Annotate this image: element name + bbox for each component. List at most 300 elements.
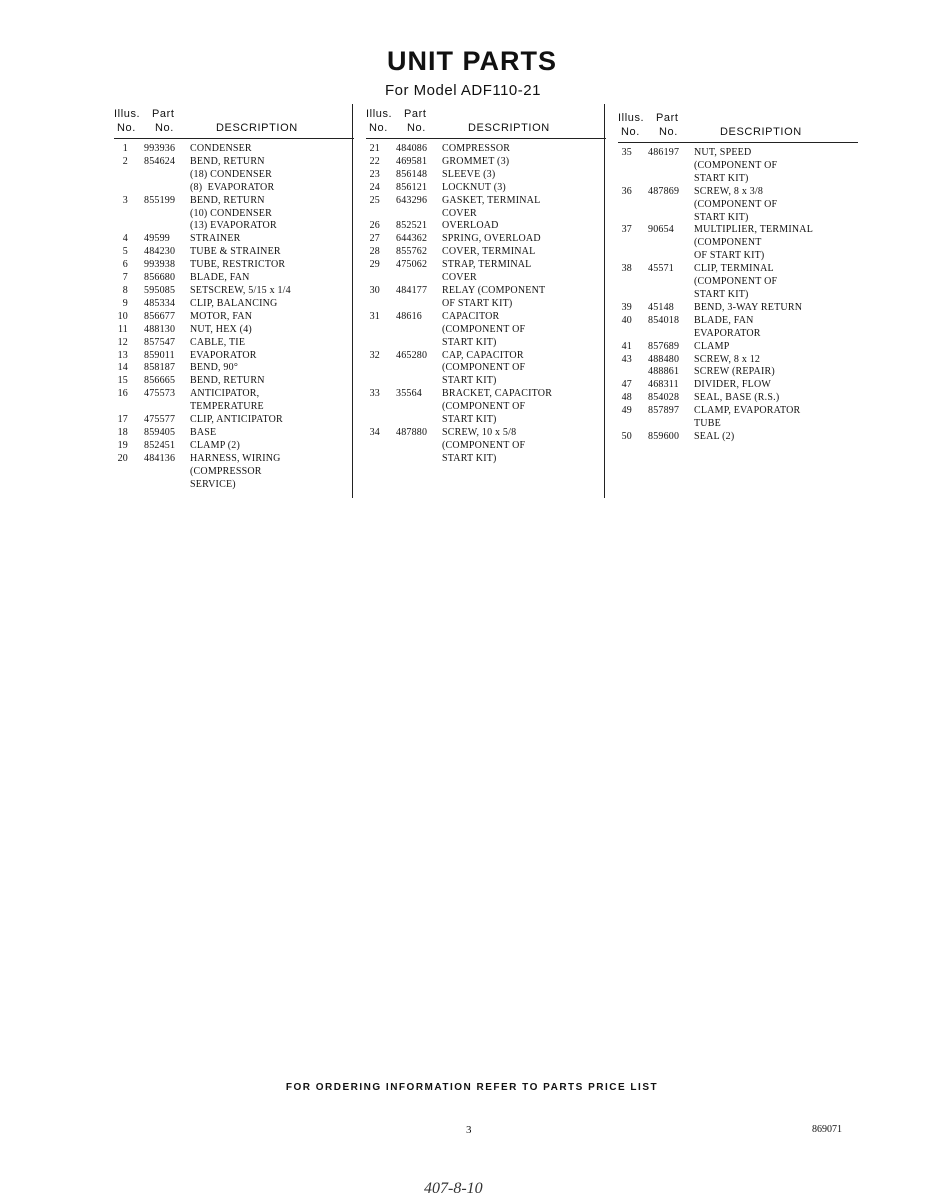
parts-list [618,143,858,444]
header-part: Part [152,108,175,120]
header-illus-no: No. [621,126,640,138]
part-number: 475573 [144,388,176,400]
part-number [632,289,694,302]
table-row [618,354,858,367]
part-number [380,337,442,350]
parts-list [114,139,354,491]
part-description: START KIT) [694,172,749,184]
illus-number: 33 [369,388,380,400]
part-description: CLIP, TERMINAL [694,263,774,275]
illus-number [618,276,632,289]
part-number: 852451 [144,439,176,451]
illus-number: 2 [122,155,128,167]
table-row [114,337,354,350]
part-description: TUBE, RESTRICTOR [190,259,286,271]
table-row [366,375,606,388]
part-number: 856680 [144,272,176,284]
part-number: 475062 [396,259,428,271]
illus-number: 50 [621,430,632,442]
table-row [618,147,858,160]
part-description: START KIT) [694,288,749,300]
parts-column-1 [114,106,354,491]
part-description: DIVIDER, FLOW [694,379,772,391]
illus-number: 31 [369,310,380,322]
illus-number [114,220,128,233]
part-description: CLAMP, EVAPORATOR [694,405,801,417]
part-description: CONDENSER [190,143,252,154]
part-number: 485334 [144,297,176,309]
part-description: COVER [442,207,477,219]
table-row [114,285,354,298]
header-description: DESCRIPTION [468,122,550,134]
illus-number: 18 [117,426,128,438]
part-description: CAP, CAPACITOR [442,349,524,361]
part-description: (COMPONENT OF [442,323,526,335]
illus-number: 38 [621,263,632,275]
part-number: 465280 [396,349,428,361]
illus-number: 49 [621,405,632,417]
page-number: 3 [466,1124,472,1136]
table-row [114,246,354,259]
part-description: START KIT) [442,414,497,426]
illus-number [366,362,380,375]
table-row [114,195,354,208]
part-description: SEAL, BASE (R.S.) [694,392,780,404]
table-row [366,324,606,337]
illus-number [618,289,632,302]
part-description: (COMPONENT OF [694,159,778,171]
table-row [114,233,354,246]
illus-number: 22 [369,155,380,167]
table-row [618,289,858,302]
part-description: MULTIPLIER, TERMINAL [694,224,813,236]
part-description: ANTICIPATOR, [190,388,260,400]
illus-number [618,212,632,225]
parts-column-3 [618,110,858,444]
illus-number [618,199,632,212]
illus-number [618,366,632,379]
part-description: BRACKET, CAPACITOR [442,388,553,400]
header-part-no: No. [155,122,174,134]
model-subtitle: For Model ADF110-21 [385,82,541,99]
table-row [114,311,354,324]
part-number [632,212,694,225]
part-number [632,276,694,289]
part-number: 45571 [648,263,674,275]
part-description: START KIT) [442,452,497,464]
illus-number: 35 [621,147,632,158]
part-number: 595085 [144,284,176,296]
illus-number: 26 [369,220,380,232]
ordering-footer: FOR ORDERING INFORMATION REFER TO PARTS PRICE LIST [285,1082,659,1093]
table-row [114,259,354,272]
illus-number: 21 [369,143,380,154]
part-description: CABLE, TIE [190,336,246,348]
part-number: 855199 [144,194,176,206]
table-row [618,263,858,276]
illus-number: 27 [369,233,380,245]
part-number [380,362,442,375]
table-row [366,298,606,311]
header-part: Part [404,108,427,120]
column-header [618,110,858,143]
part-number [632,237,694,250]
illus-number: 23 [369,168,380,180]
part-number [380,324,442,337]
illus-number [618,328,632,341]
table-row [618,173,858,186]
illus-number [114,169,128,182]
part-description: (10) CONDENSER [190,207,272,219]
part-number: 475577 [144,414,176,426]
part-number: 644362 [396,233,428,245]
part-number: 488480 [648,353,680,365]
illus-number [618,237,632,250]
table-row [618,315,858,328]
part-description: (COMPONENT OF [442,401,526,413]
part-description: CAPACITOR [442,310,500,322]
illus-number: 5 [122,246,128,258]
header-description: DESCRIPTION [720,126,802,138]
table-row [618,224,858,237]
part-description: OVERLOAD [442,220,499,232]
part-number: 857897 [648,405,680,417]
part-description: SEAL (2) [694,430,735,442]
part-description: START KIT) [442,375,497,387]
part-number [128,220,190,233]
illus-number [366,298,380,311]
part-number [380,401,442,414]
header-illus: Illus. [114,108,141,120]
table-row [366,246,606,259]
table-row [114,156,354,169]
part-description: RELAY (COMPONENT [442,284,546,296]
header-part-no: No. [407,122,426,134]
table-row [114,427,354,440]
part-description: START KIT) [442,336,497,348]
illus-number [366,337,380,350]
part-number [632,250,694,263]
part-number: 856677 [144,310,176,322]
illus-number [366,414,380,427]
table-row [618,250,858,263]
table-row [366,401,606,414]
table-row [114,401,354,414]
illus-number [366,440,380,453]
illus-number: 47 [621,379,632,391]
table-row [618,276,858,289]
part-number: 854018 [648,314,680,326]
illus-number: 37 [621,224,632,236]
part-number: 468311 [648,379,679,391]
illus-number [366,375,380,388]
part-number [380,440,442,453]
part-number [380,414,442,427]
table-row [618,379,858,392]
illus-number: 29 [369,259,380,271]
parts-list [366,139,606,466]
part-number [380,208,442,221]
illus-number: 15 [117,375,128,387]
table-row [366,337,606,350]
table-row [366,195,606,208]
table-row [366,143,606,156]
part-description: TUBE & STRAINER [190,246,281,258]
illus-number [114,208,128,221]
table-row [366,208,606,221]
table-row [366,427,606,440]
column-divider [352,104,353,498]
part-number [632,199,694,212]
part-number: 856121 [396,181,428,193]
part-description: BASE [190,426,217,438]
table-row [366,259,606,272]
document-number: 869071 [812,1124,842,1135]
illus-number: 39 [621,301,632,313]
part-number: 35564 [396,388,422,400]
part-description: (18) CONDENSER [190,168,272,180]
table-row [618,237,858,250]
part-description: SCREW, 10 x 5/8 [442,426,517,438]
illus-number: 13 [117,349,128,361]
part-number: 49599 [144,233,170,245]
table-row [366,156,606,169]
illus-number: 9 [122,297,128,309]
part-number: 855762 [396,246,428,258]
illus-number: 25 [369,194,380,206]
part-number: 856148 [396,168,428,180]
part-description: BEND, 90° [190,362,239,374]
table-row [114,414,354,427]
part-description: NUT, HEX (4) [190,323,252,335]
part-description: STRAINER [190,233,241,245]
part-description: SCREW, 8 x 12 [694,353,761,365]
table-row [114,479,354,492]
table-row [618,392,858,405]
table-row [618,160,858,173]
part-number: 48616 [396,310,422,322]
part-description: SLEEVE (3) [442,168,496,180]
table-row [366,169,606,182]
header-illus-no: No. [369,122,388,134]
illus-number: 7 [122,272,128,284]
part-description: SETSCREW, 5/15 x 1/4 [190,284,291,296]
part-description: LOCKNUT (3) [442,181,506,193]
table-row [366,272,606,285]
table-row [114,182,354,195]
table-row [366,182,606,195]
part-description: OF START KIT) [694,250,765,262]
illus-number [366,272,380,285]
header-part: Part [656,112,679,124]
illus-number: 6 [122,259,128,271]
part-description: TUBE [694,418,721,430]
header-illus-no: No. [117,122,136,134]
table-row [114,272,354,285]
illus-number: 32 [369,349,380,361]
table-row [114,169,354,182]
part-number: 859600 [648,430,680,442]
table-row [114,375,354,388]
table-row [618,341,858,354]
part-number: 487869 [648,185,680,197]
illus-number: 8 [122,284,128,296]
illus-number: 4 [122,233,128,245]
illus-number [618,418,632,431]
illus-number [114,182,128,195]
page-title: UNIT PARTS [387,46,557,76]
part-number: 852521 [396,220,428,232]
part-description: TEMPERATURE [190,401,264,413]
part-number [380,298,442,311]
illus-number: 10 [117,310,128,322]
part-description: MOTOR, FAN [190,310,253,322]
part-description: BEND, 3-WAY RETURN [694,301,803,313]
table-row [618,405,858,418]
part-number [632,328,694,341]
part-number [632,160,694,173]
table-row [366,440,606,453]
table-row [366,414,606,427]
part-number: 859405 [144,426,176,438]
part-description: (COMPONENT OF [694,276,778,288]
table-row [366,233,606,246]
part-description: BEND, RETURN [190,375,265,387]
illus-number: 30 [369,284,380,296]
header-illus: Illus. [366,108,393,120]
part-description: BEND, RETURN [190,155,265,167]
part-description: STRAP, TERMINAL [442,259,532,271]
part-description: CLIP, BALANCING [190,297,278,309]
part-description: CLAMP (2) [190,439,241,451]
illus-number [114,466,128,479]
illus-number: 3 [122,194,128,206]
part-number [380,375,442,388]
illus-number [114,401,128,414]
table-row [114,143,354,156]
illus-number: 11 [117,323,128,335]
part-number: 857547 [144,336,176,348]
header-part-no: No. [659,126,678,138]
illus-number [618,250,632,263]
illus-number: 20 [117,452,128,464]
table-row [618,212,858,225]
part-description: OF START KIT) [442,297,513,309]
illus-number: 40 [621,314,632,326]
part-number [128,466,190,479]
part-description: CLAMP [694,340,730,352]
table-row [366,311,606,324]
illus-number [114,479,128,492]
part-number: 856665 [144,375,176,387]
illus-number [366,324,380,337]
part-description: (13) EVAPORATOR [190,220,277,232]
table-row [618,366,858,379]
table-row [114,388,354,401]
part-description: (COMPONENT OF [442,362,526,374]
part-description: SERVICE) [190,478,236,490]
table-row [618,418,858,431]
part-description: (COMPONENT [694,237,762,249]
part-number: 484136 [144,452,176,464]
parts-column-2 [366,106,606,466]
part-number [128,169,190,182]
illus-number: 12 [117,336,128,348]
table-row [366,453,606,466]
table-row [366,285,606,298]
illus-number: 16 [117,388,128,400]
handwritten-note: 407-8-10 [424,1180,483,1197]
part-number: 484230 [144,246,176,258]
table-row [618,328,858,341]
table-row [618,431,858,444]
illus-number [366,453,380,466]
part-number: 643296 [396,194,428,206]
illus-number: 34 [369,426,380,438]
part-description: CLIP, ANTICIPATOR [190,414,283,426]
table-row [114,220,354,233]
table-row [114,350,354,363]
illus-number: 1 [122,143,128,154]
part-number: 484177 [396,284,428,296]
part-description: EVAPORATOR [694,327,761,339]
table-row [114,298,354,311]
table-row [114,362,354,375]
part-number [128,479,190,492]
part-description: COVER, TERMINAL [442,246,536,258]
part-description: SCREW, 8 x 3/8 [694,185,764,197]
part-number: 857689 [648,340,680,352]
part-description: (COMPONENT OF [694,198,778,210]
illus-number [366,208,380,221]
illus-number: 41 [621,340,632,352]
table-row [114,208,354,221]
part-number: 487880 [396,426,428,438]
part-description: SPRING, OVERLOAD [442,233,541,245]
illus-number [366,401,380,414]
part-description: NUT, SPEED [694,147,752,158]
part-description: (COMPONENT OF [442,439,526,451]
part-number: 484086 [396,143,428,154]
table-row [114,324,354,337]
part-number: 488861 [648,366,680,378]
illus-number [618,173,632,186]
column-divider [604,104,605,498]
part-number [128,208,190,221]
part-number: 469581 [396,155,428,167]
part-description: COVER [442,272,477,284]
column-header [366,106,606,139]
part-description: BLADE, FAN [694,314,754,326]
table-row [114,466,354,479]
part-description: GROMMET (3) [442,155,510,167]
table-row [366,388,606,401]
part-number [380,453,442,466]
part-number: 854028 [648,392,680,404]
part-number: 45148 [648,301,674,313]
part-number: 854624 [144,155,176,167]
part-number [380,272,442,285]
table-row [618,186,858,199]
part-description: BEND, RETURN [190,194,265,206]
illus-number: 48 [621,392,632,404]
part-number: 486197 [648,147,680,158]
table-row [366,362,606,375]
part-number [128,182,190,195]
part-description: COMPRESSOR [442,143,511,154]
table-row [114,453,354,466]
table-row [618,302,858,315]
